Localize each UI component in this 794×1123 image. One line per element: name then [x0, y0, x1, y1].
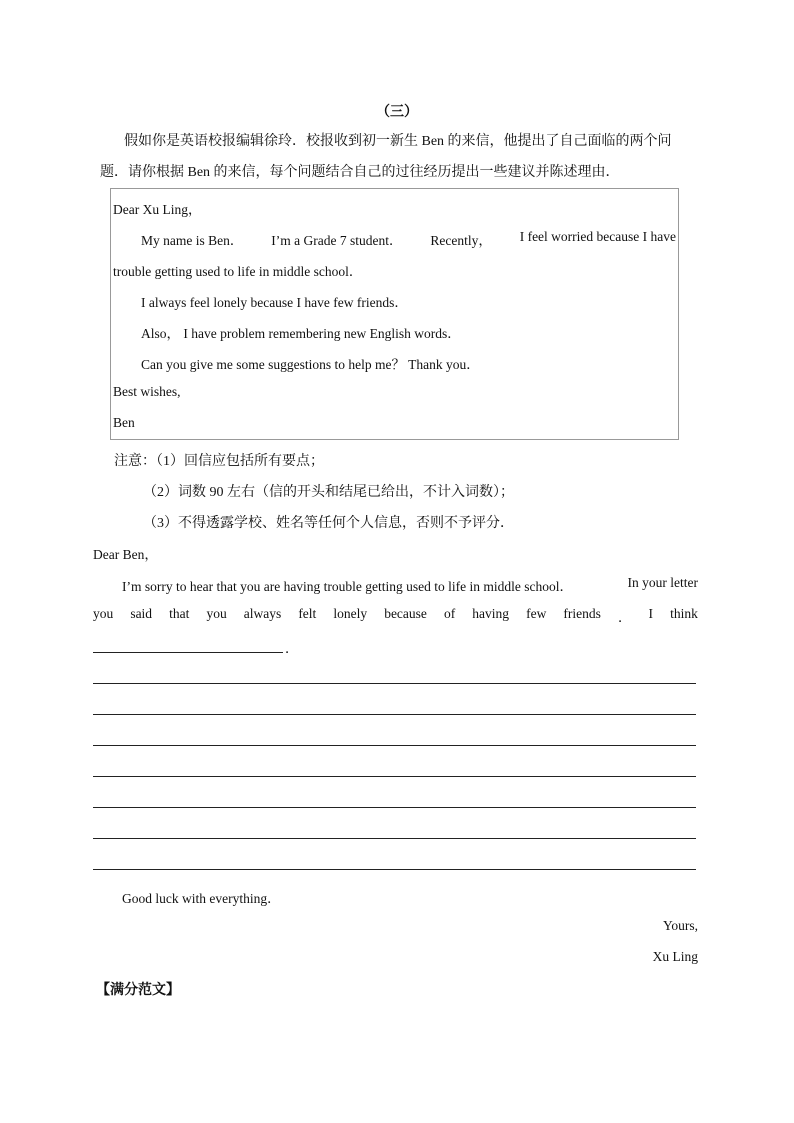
prompt-line-2: 题．请你根据 Ben 的来信，每个问题结合自己的过往经历提出一些建议并陈述理由． [100, 165, 620, 180]
answer-line[interactable] [93, 807, 696, 808]
reply-word: that [169, 606, 190, 621]
note-1: 注意：（1）回信应包括所有要点； [114, 454, 324, 469]
letter-p1-line1 [141, 229, 676, 249]
reply-word: said [130, 606, 153, 621]
answer-line[interactable] [93, 745, 696, 746]
letter-word: I feel worried because I have [519, 229, 676, 244]
letter-p3: Also， I have problem remembering new English words． [141, 326, 461, 341]
reply-word: of [443, 606, 456, 621]
reply-word: I [648, 606, 654, 621]
reply-word: because [384, 606, 427, 621]
reply-word: ． [617, 610, 632, 625]
prompt-line-1: 假如你是英语校报编辑徐玲．校报收到初一新生 Ben 的来信，他提出了自己面临的两个问 [124, 134, 672, 149]
reply-word: always [243, 606, 282, 621]
section-title: （三） [376, 105, 418, 120]
letter-p4: Can you give me some suggestions to help me？ Thank you． [141, 357, 480, 372]
answer-line[interactable] [93, 776, 696, 777]
reply-line1-a: I’m sorry to hear that you are having trouble getting used to life in middle school． [122, 579, 574, 594]
reply-greeting: Dear Ben， [93, 547, 158, 562]
letter-p2: I always feel lonely because I have few friends． [141, 295, 408, 310]
ben-letter-box [110, 188, 679, 440]
note-3: （3）不得透露学校、姓名等任何个人信息，否则不予评分． [143, 516, 514, 531]
reply-word: you [206, 606, 227, 621]
answer-line[interactable] [93, 869, 696, 870]
reply-word: few [526, 606, 547, 621]
reply-line1-b: In your letter [627, 575, 698, 590]
letter-word: I’m a Grade 7 student． [271, 233, 403, 248]
letter-signature: Ben [113, 415, 135, 430]
letter-p1-line2: trouble getting used to life in middle school． [113, 264, 363, 279]
letter-closing: Best wishes, [113, 384, 181, 399]
reply-word: having [472, 606, 510, 621]
reply-word: felt [298, 606, 317, 621]
letter-word: My name is Ben． [141, 233, 244, 248]
answer-blank-short[interactable] [93, 652, 283, 653]
blank-end-mark: ． [285, 641, 299, 656]
reply-word: friends [563, 606, 601, 621]
reply-yours: Yours, [662, 918, 698, 933]
answer-line[interactable] [93, 838, 696, 839]
reply-signature: Xu Ling [652, 949, 698, 964]
answer-line[interactable] [93, 714, 696, 715]
reply-closing-line: Good luck with everything． [122, 891, 281, 906]
answer-line[interactable] [93, 683, 696, 684]
model-essay-heading: 【满分范文】 [96, 983, 180, 998]
reply-word: think [670, 606, 698, 621]
letter-greeting: Dear Xu Ling， [113, 202, 202, 217]
reply-line2 [93, 606, 698, 626]
letter-word: Recently， [430, 233, 492, 248]
reply-word: lonely [333, 606, 368, 621]
reply-word: you [93, 606, 114, 621]
note-2: （2）词数 90 左右（信的开头和结尾已给出，不计入词数）； [143, 485, 514, 500]
